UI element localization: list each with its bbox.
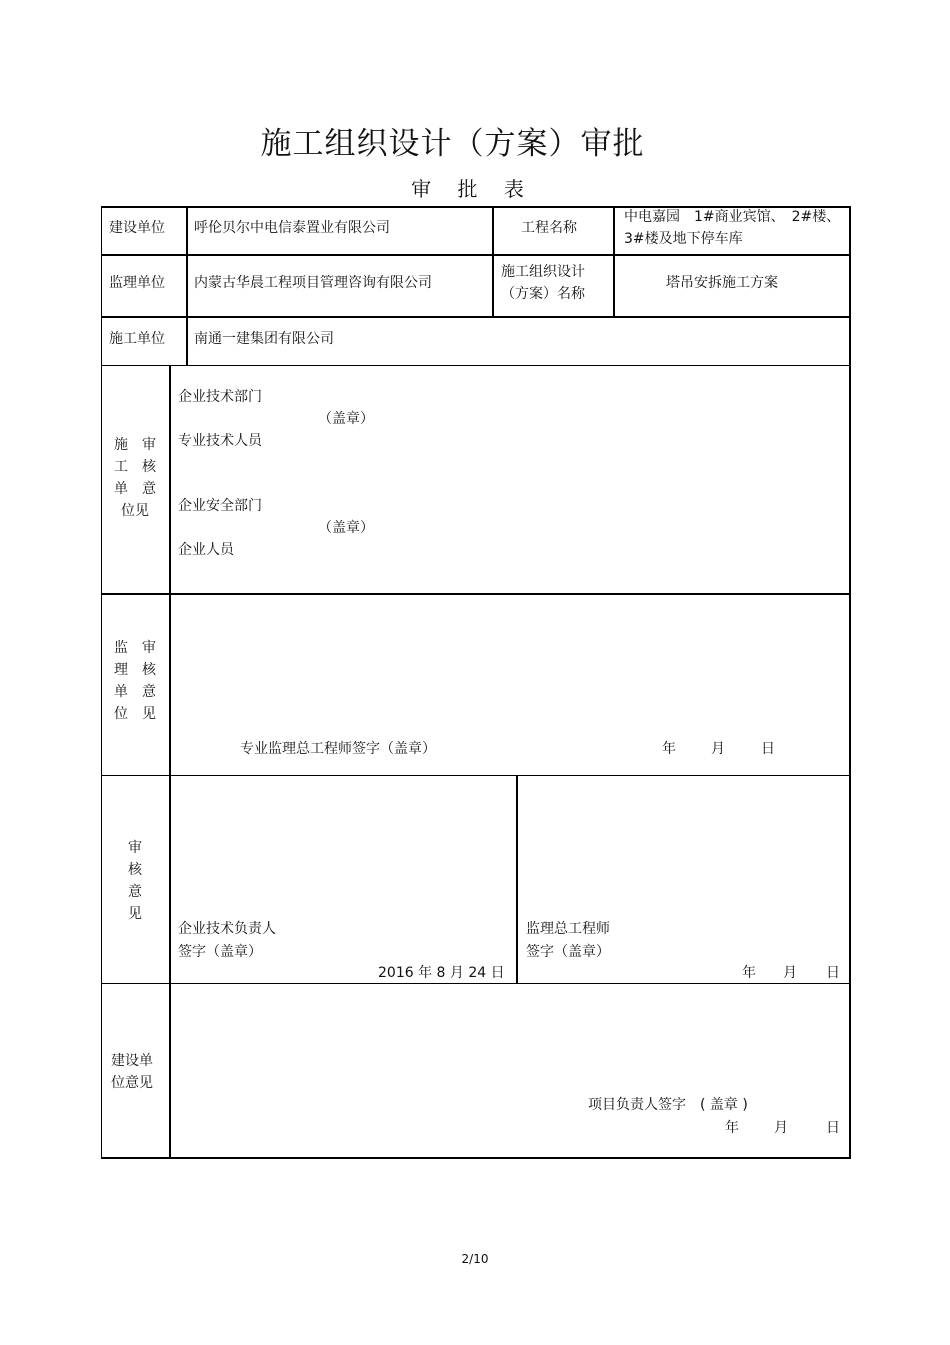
project-lead-signature: 项目负责人签字 ( 盖章 ) [588, 1097, 748, 1113]
date-day: 日 [826, 1120, 840, 1136]
owner-value: 呼伦贝尔中电信泰置业有限公司 [194, 220, 390, 236]
plan-name-label-line1: 施工组织设计 [501, 264, 585, 280]
row-divider [101, 593, 850, 595]
date-year: 年 [742, 965, 756, 981]
date-month: 月 [711, 741, 725, 757]
col-divider [613, 206, 615, 317]
tech-lead-signature: 签字（盖章） [178, 944, 262, 960]
contractor-value: 南通一建集团有限公司 [194, 331, 334, 347]
plan-name-value: 塔吊安拆施工方案 [666, 275, 778, 291]
chief-engineer-label: 监理总工程师 [526, 921, 610, 937]
contractor-label: 施工单位 [109, 331, 165, 347]
project-name-value-line1: 中电嘉园 1#商业宾馆、 2#楼、 [624, 209, 841, 225]
date-month: 月 [774, 1120, 788, 1136]
project-name-label: 工程名称 [521, 220, 577, 236]
col-divider [186, 206, 188, 366]
col-divider [169, 366, 171, 1158]
contractor-review-label: 施 审 工 核 单 意 位见 [114, 437, 156, 519]
form-subtitle: 审 批 表 [411, 177, 534, 201]
chief-engineer-signature: 签字（盖章） [526, 944, 610, 960]
page-title: 施工组织设计（方案）审批 [260, 126, 645, 162]
review-opinion-label: 审 核 意 见 [128, 840, 142, 922]
col-divider [516, 776, 518, 984]
date-year: 年 [662, 741, 676, 757]
row-divider [101, 254, 850, 256]
supervisor-signature-label: 专业监理总工程师签字（盖章） [240, 741, 436, 757]
date-month: 月 [783, 965, 797, 981]
date-day: 日 [826, 965, 840, 981]
row-divider [101, 316, 850, 318]
supervisor-value: 内蒙古华晨工程项目管理咨询有限公司 [194, 275, 432, 291]
date-day: 日 [761, 741, 775, 757]
supervisor-label: 监理单位 [109, 275, 165, 291]
row-divider [101, 775, 850, 776]
page-number: 2/10 [461, 1252, 489, 1266]
row-divider [101, 365, 850, 366]
supervisor-review-label: 监 审 理 核 单 意 位 见 [114, 640, 156, 722]
tech-lead-label: 企业技术负责人 [178, 921, 276, 937]
date-year: 年 [725, 1120, 739, 1136]
table-right-border [849, 206, 851, 1159]
col-divider [492, 206, 494, 317]
safety-dept-label: 企业安全部门 [178, 498, 262, 514]
staff-label: 企业人员 [178, 542, 234, 558]
tech-dept-label: 企业技术部门 [178, 389, 262, 405]
plan-name-label-line2: （方案）名称 [501, 286, 585, 302]
tech-lead-date: 2016 年 8 月 24 日 [378, 965, 505, 981]
owner-opinion-label: 建设单 位意见 [111, 1053, 153, 1091]
seal-label: （盖章） [318, 411, 374, 427]
table-bottom-border [101, 1157, 850, 1159]
table-left-border [101, 206, 102, 1159]
seal-label: （盖章） [318, 520, 374, 536]
owner-label: 建设单位 [109, 220, 165, 236]
project-name-value-line2: 3#楼及地下停车库 [624, 231, 743, 247]
tech-staff-label: 专业技术人员 [178, 433, 262, 449]
